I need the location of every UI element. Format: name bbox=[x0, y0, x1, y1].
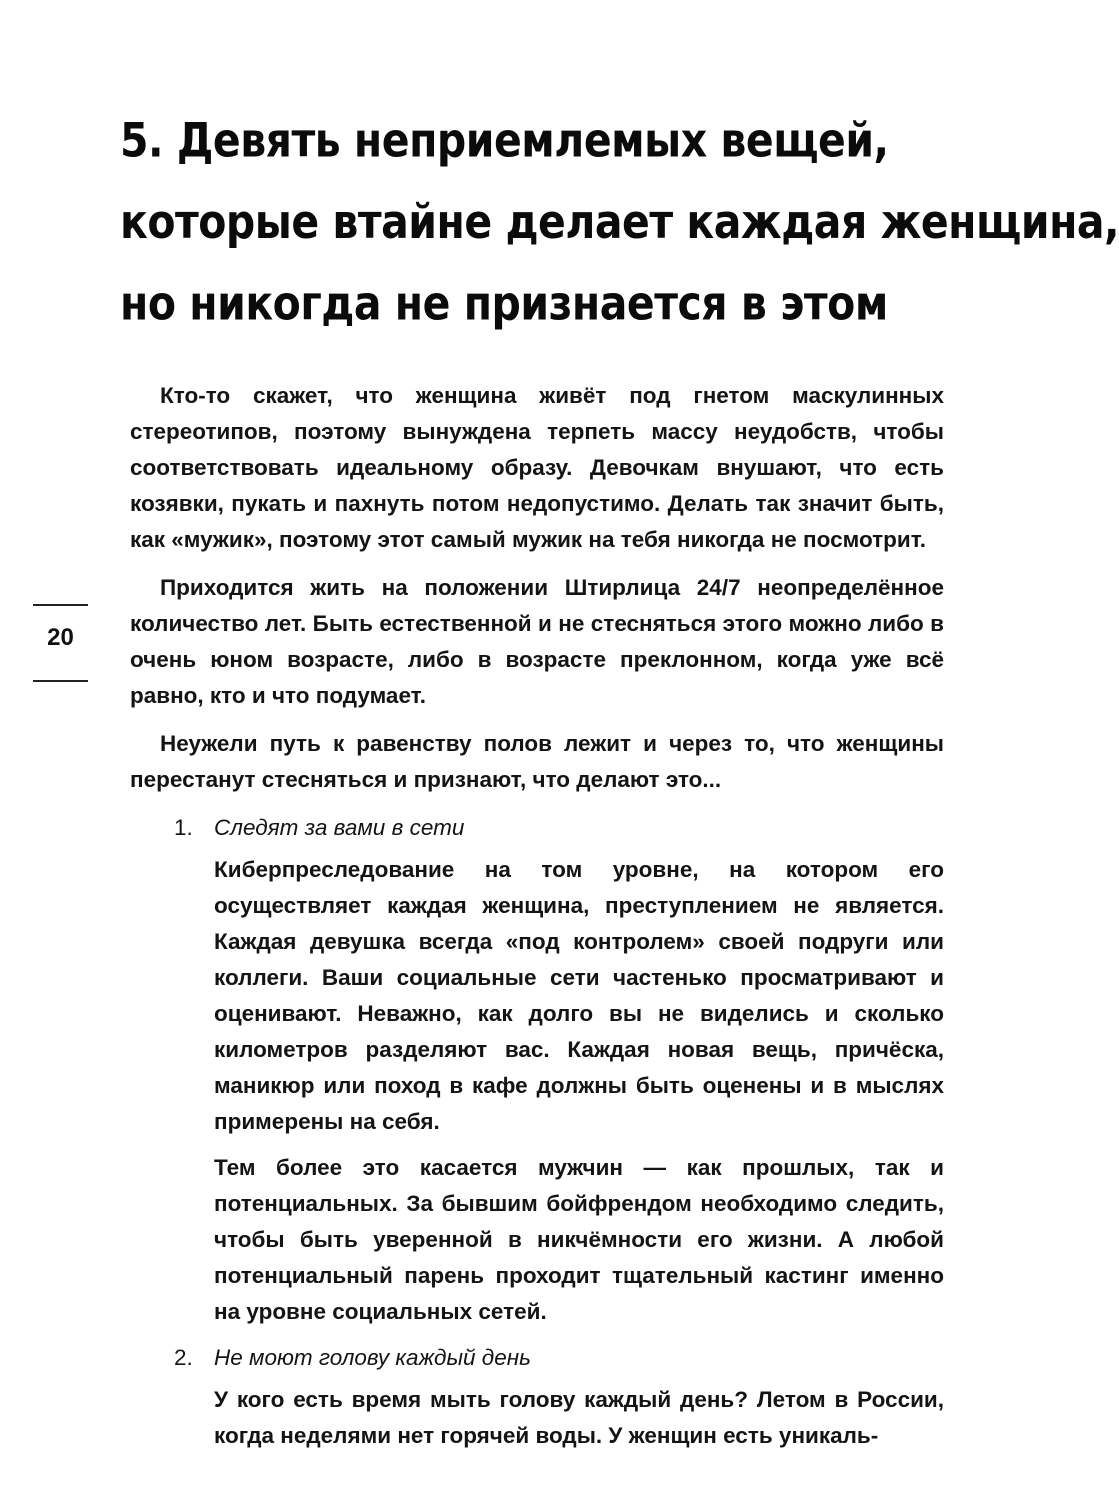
list-item-body bbox=[214, 852, 944, 1330]
list-item-body bbox=[214, 1382, 944, 1454]
chapter-title-line: которые втайне делает каждая женщина, bbox=[120, 194, 1119, 250]
list-item-number: 1. bbox=[174, 815, 193, 840]
list-item bbox=[130, 1340, 944, 1454]
list-item-paragraph: Киберпреследование на том уровне, на котором его осуществляет каждая женщина, преступлением не является. Каждая девушка всегда «под контролем» своей подруги или коллеги. Ваши социальные сети частенько просматривают и оценивают. Неважно, как долго вы не виделись и сколько километров разделяют вас. Каждая новая вещь, причёска, маникюр или поход в кафе должны быть оценены и в мыслях примерены на себя. bbox=[214, 857, 944, 1134]
chapter-title-line: 5. Девять неприемлемых вещей, bbox=[120, 112, 889, 168]
list-item-heading bbox=[174, 1340, 944, 1376]
body-paragraph: Приходится жить на положении Штирлица 24/7 неопределённое количество лет. Быть естественной и не стесняться этого можно либо в очень юном возрасте, либо в возрасте преклонном, когда уже всё равно, кто и что подумает. bbox=[130, 575, 944, 708]
list-item-title: Не моют голову каждый день bbox=[214, 1345, 531, 1370]
body-paragraph: Неужели путь к равенству полов лежит и через то, что женщины перестанут стесняться и признают, что делают это... bbox=[130, 731, 944, 792]
chapter-title bbox=[120, 100, 1119, 345]
list-item-number: 2. bbox=[174, 1345, 193, 1370]
page-number-top-rule bbox=[33, 604, 88, 606]
page-number: 20 bbox=[47, 624, 74, 651]
body-paragraph: Кто-то скажет, что женщина живёт под гнетом маскулинных стереотипов, поэтому вынуждена терпеть массу неудобств, чтобы соответствовать идеальному образу. Девочкам внушают, что есть козявки, пукать и пахнуть потом недопустимо. Делать так значит быть, как «мужик», поэтому этот самый мужик на тебя никогда не посмотрит. bbox=[130, 383, 944, 552]
list-item-title: Следят за вами в сети bbox=[214, 815, 465, 840]
chapter-title-line: но никогда не признается в этом bbox=[120, 275, 888, 332]
list-item bbox=[130, 810, 944, 1330]
body-text bbox=[130, 378, 944, 1464]
list-item-paragraph: У кого есть время мыть голову каждый день? Летом в России, когда неделями нет горячей воды. У женщин есть уникаль- bbox=[214, 1387, 944, 1448]
page-number-bottom-rule bbox=[33, 680, 88, 682]
list-item-heading bbox=[174, 810, 944, 846]
list-item-paragraph: Тем более это касается мужчин — как прошлых, так и потенциальных. За бывшим бойфрендом необходимо следить, чтобы быть уверенной в никчёмности его жизни. А любой потенциальный парень проходит тщательный кастинг именно на уровне социальных сетей. bbox=[214, 1155, 944, 1324]
